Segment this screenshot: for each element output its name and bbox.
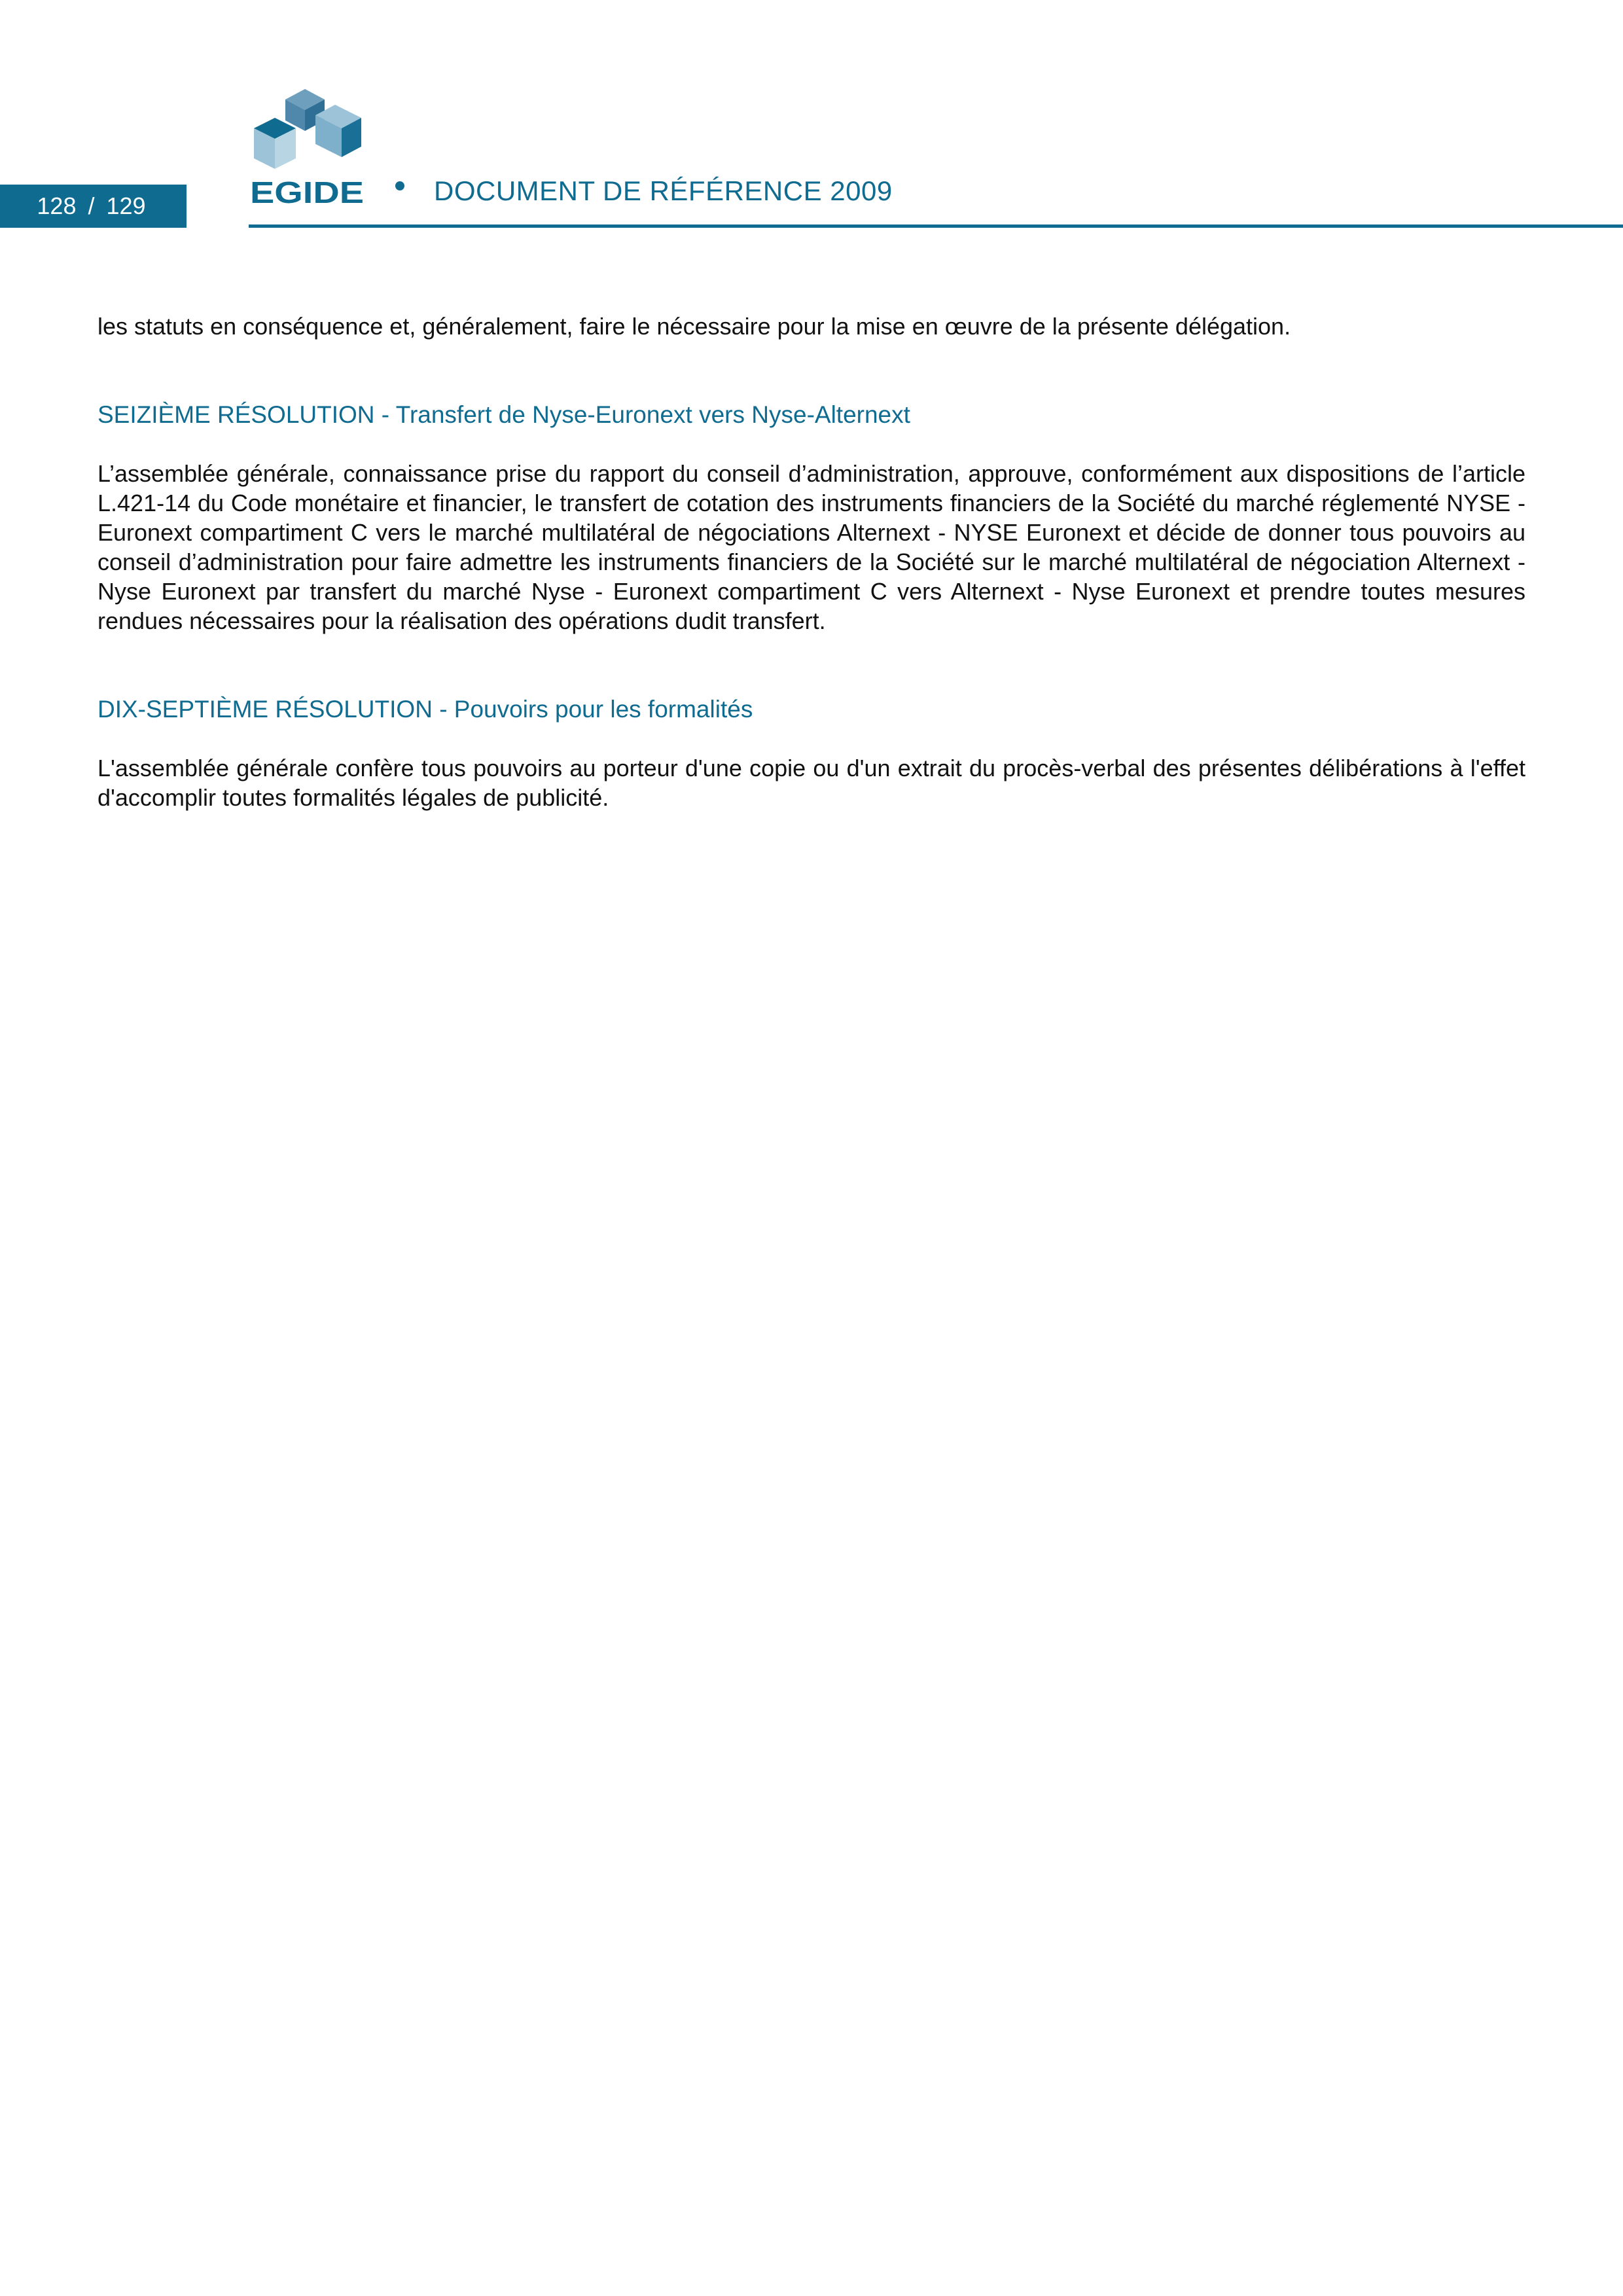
resolution-17-text: L'assemblée générale confère tous pouvoirs au porteur d'une copie ou d'un extrait du procès-verbal des présentes délibérations à l'effet d'accomplir toutes formalités légales de publicité. bbox=[98, 755, 1525, 811]
header-divider bbox=[249, 224, 1623, 228]
header-bullet bbox=[395, 181, 404, 190]
page-next: 129 bbox=[106, 192, 146, 219]
egide-logo-graphic bbox=[249, 85, 366, 209]
intro-paragraph: les statuts en conséquence et, généralement, faire le nécessaire pour la mise en œuvre de la présente délégation. bbox=[98, 313, 1291, 340]
egide-logo bbox=[249, 85, 366, 209]
page-separator: / bbox=[88, 192, 95, 219]
logo-wordmark: EGIDE bbox=[250, 175, 364, 209]
page-content bbox=[98, 312, 1525, 812]
resolution-17-heading: DIX-SEPTIÈME RÉSOLUTION - Pouvoirs pour les formalités bbox=[98, 696, 753, 723]
page-number-badge bbox=[0, 185, 187, 228]
resolution-16-heading: SEIZIÈME RÉSOLUTION - Transfert de Nyse-Euronext vers Nyse-Alternext bbox=[98, 401, 910, 428]
document-title: DOCUMENT DE RÉFÉRENCE 2009 bbox=[434, 175, 893, 206]
page-current: 128 bbox=[37, 192, 77, 219]
resolution-16-text: L’assemblée générale, connaissance prise du rapport du conseil d’administration, approuve, conformément aux dispositions de l’article L.421-14 du Code monétaire et financier, le transfert de cotation des instruments financiers de la Société du marché réglementé NYSE - Euronext compartiment C vers le marché multilatéral de négociations Alternext - NYSE Euronext et décide de donner tous pouvoirs au conseil d’administration pour faire admettre les instruments financiers de la Société sur le marché multilatéral de négociation Alternext - Nyse Euronext par transfert du marché Nyse - Euronext compartiment C vers Alternext - Nyse Euronext et prendre toutes mesures rendues nécessaires pour la réalisation des opérations dudit transfert. bbox=[98, 460, 1525, 634]
